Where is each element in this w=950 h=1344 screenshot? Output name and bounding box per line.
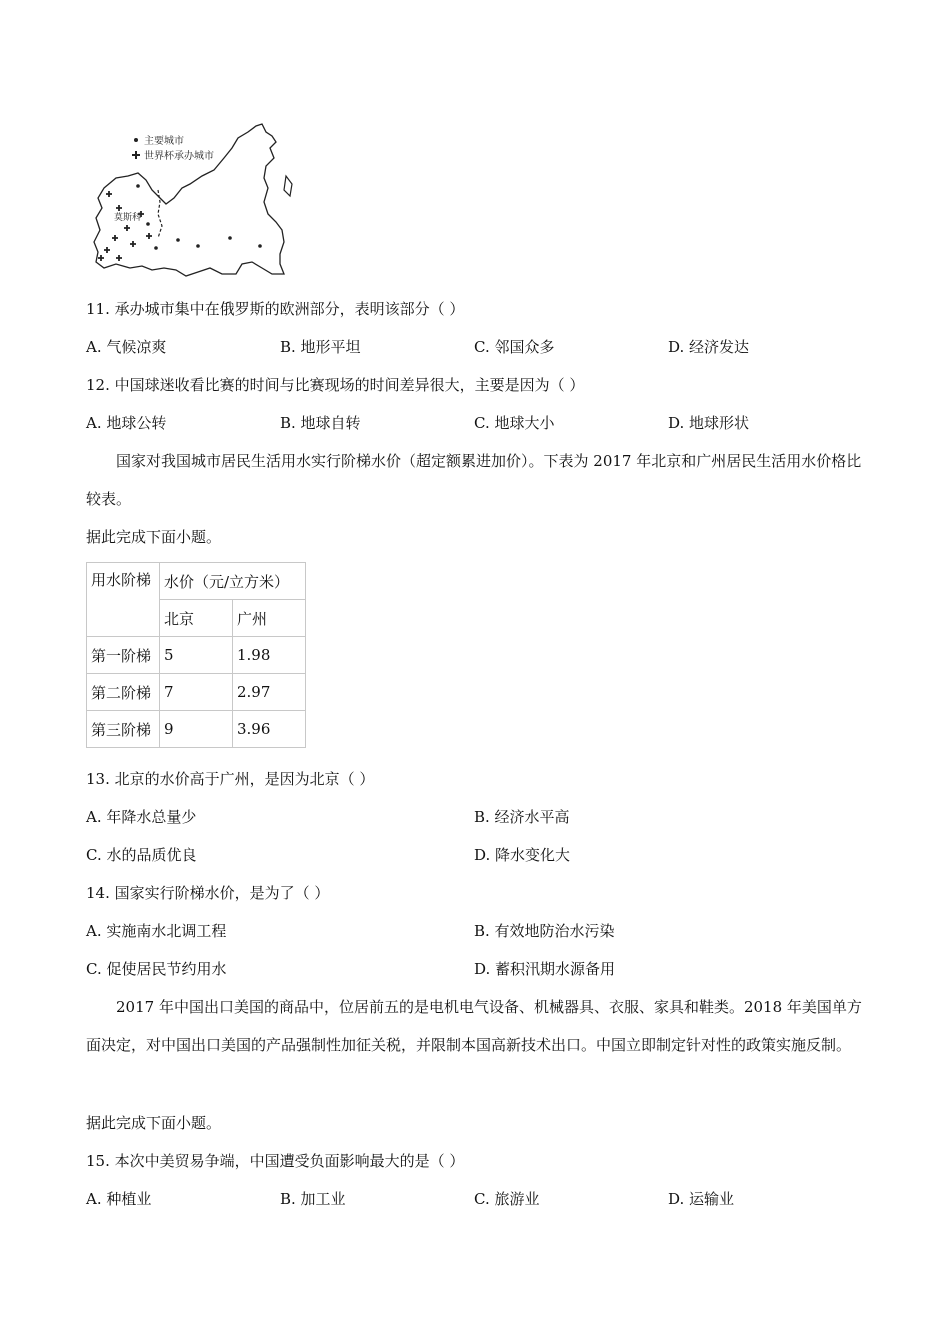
host-city-marker <box>124 225 130 231</box>
water-price-table <box>86 562 306 748</box>
header-guangzhou: 广州 <box>233 600 306 637</box>
label-moscow: 莫斯科 <box>114 213 142 223</box>
host-city-marker <box>130 241 136 247</box>
q14-option-c[interactable]: C. 促使居民节约用水 <box>86 960 227 978</box>
host-city-marker <box>98 255 104 261</box>
passage-2-instruction: 据此完成下面小题。 <box>86 1114 222 1132</box>
q12-option-d[interactable]: D. 地球形状 <box>668 414 750 432</box>
question-15-stem: 15. 本次中美贸易争端，中国遭受负面影响最大的是（ ） <box>86 1152 465 1170</box>
q13-option-c[interactable]: C. 水的品质优良 <box>86 846 197 864</box>
russia-map-figure <box>86 118 296 283</box>
passage-water-price: 国家对我国城市居民生活用水实行阶梯水价（超定额累进加价）。下表为 2017 年北京和广州居民生活用水价格比较表。 <box>86 452 862 508</box>
tier-cell: 第一阶梯 <box>87 637 160 674</box>
q11-option-c[interactable]: C. 邻国众多 <box>474 338 555 356</box>
q15-option-d[interactable]: D. 运输业 <box>668 1190 735 1208</box>
q13-option-d[interactable]: D. 降水变化大 <box>474 846 571 864</box>
host-city-marker <box>104 247 110 253</box>
guangzhou-cell: 2.97 <box>233 674 306 711</box>
city-dot <box>136 184 140 188</box>
tier-cell: 第三阶梯 <box>87 711 160 748</box>
tier-cell: 第二阶梯 <box>87 674 160 711</box>
host-city-marker <box>146 233 152 239</box>
russia-outline <box>94 124 284 276</box>
q13-option-a[interactable]: A. 年降水总量少 <box>86 808 197 826</box>
q15-option-b[interactable]: B. 加工业 <box>280 1190 346 1208</box>
table-row <box>87 711 306 748</box>
q15-option-a[interactable]: A. 种植业 <box>86 1190 152 1208</box>
q11-option-b[interactable]: B. 地形平坦 <box>280 338 361 356</box>
header-price: 水价（元/立方米） <box>160 563 306 600</box>
sakhalin-island <box>284 176 292 196</box>
table-row <box>87 674 306 711</box>
q11-option-a[interactable]: A. 气候凉爽 <box>86 338 167 356</box>
major-city-legend-dot <box>134 138 138 142</box>
host-city-marker <box>106 191 112 197</box>
question-11-stem: 11. 承办城市集中在俄罗斯的欧洲部分，表明该部分（ ） <box>86 300 465 318</box>
question-13-stem: 13. 北京的水价高于广州，是因为北京（ ） <box>86 770 375 788</box>
q14-option-d[interactable]: D. 蓄积汛期水源备用 <box>474 960 616 978</box>
header-tier: 用水阶梯 <box>87 563 160 637</box>
q14-option-b[interactable]: B. 有效地防治水污染 <box>474 922 615 940</box>
beijing-cell: 7 <box>160 674 233 711</box>
beijing-cell: 5 <box>160 637 233 674</box>
host-city-marker <box>112 235 118 241</box>
guangzhou-cell: 1.98 <box>233 637 306 674</box>
legend-major-city: 主要城市 <box>144 136 184 147</box>
city-dot <box>154 246 158 250</box>
guangzhou-cell: 3.96 <box>233 711 306 748</box>
q15-option-c[interactable]: C. 旅游业 <box>474 1190 540 1208</box>
city-dot <box>228 236 232 240</box>
passage-1-instruction: 据此完成下面小题。 <box>86 528 222 546</box>
city-dot <box>146 222 150 226</box>
passage-trade-dispute: 2017 年中国出口美国的商品中，位居前五的是电机电气设备、机械器具、衣服、家具和鞋类。2018 年美国单方面决定，对中国出口美国的产品强制性加征关税，并限制本国高新技术出口。中国立即制定针对性的政策实施反制。 <box>86 998 862 1054</box>
city-dot <box>176 238 180 242</box>
question-14-stem: 14. 国家实行阶梯水价，是为了（ ） <box>86 884 330 902</box>
q13-option-b[interactable]: B. 经济水平高 <box>474 808 570 826</box>
table-row <box>87 637 306 674</box>
q12-option-c[interactable]: C. 地球大小 <box>474 414 555 432</box>
host-city-marker <box>116 255 122 261</box>
legend-host-city: 世界杯承办城市 <box>144 151 214 162</box>
question-12-stem: 12. 中国球迷收看比赛的时间与比赛现场的时间差异很大，主要是因为（ ） <box>86 376 585 394</box>
q11-option-d[interactable]: D. 经济发达 <box>668 338 750 356</box>
host-city-marker <box>116 205 122 211</box>
q12-option-a[interactable]: A. 地球公转 <box>86 414 167 432</box>
header-beijing: 北京 <box>160 600 233 637</box>
q12-option-b[interactable]: B. 地球自转 <box>280 414 361 432</box>
city-dot <box>196 244 200 248</box>
host-city-legend-icon <box>132 151 140 159</box>
q14-option-a[interactable]: A. 实施南水北调工程 <box>86 922 227 940</box>
beijing-cell: 9 <box>160 711 233 748</box>
city-dot <box>258 244 262 248</box>
